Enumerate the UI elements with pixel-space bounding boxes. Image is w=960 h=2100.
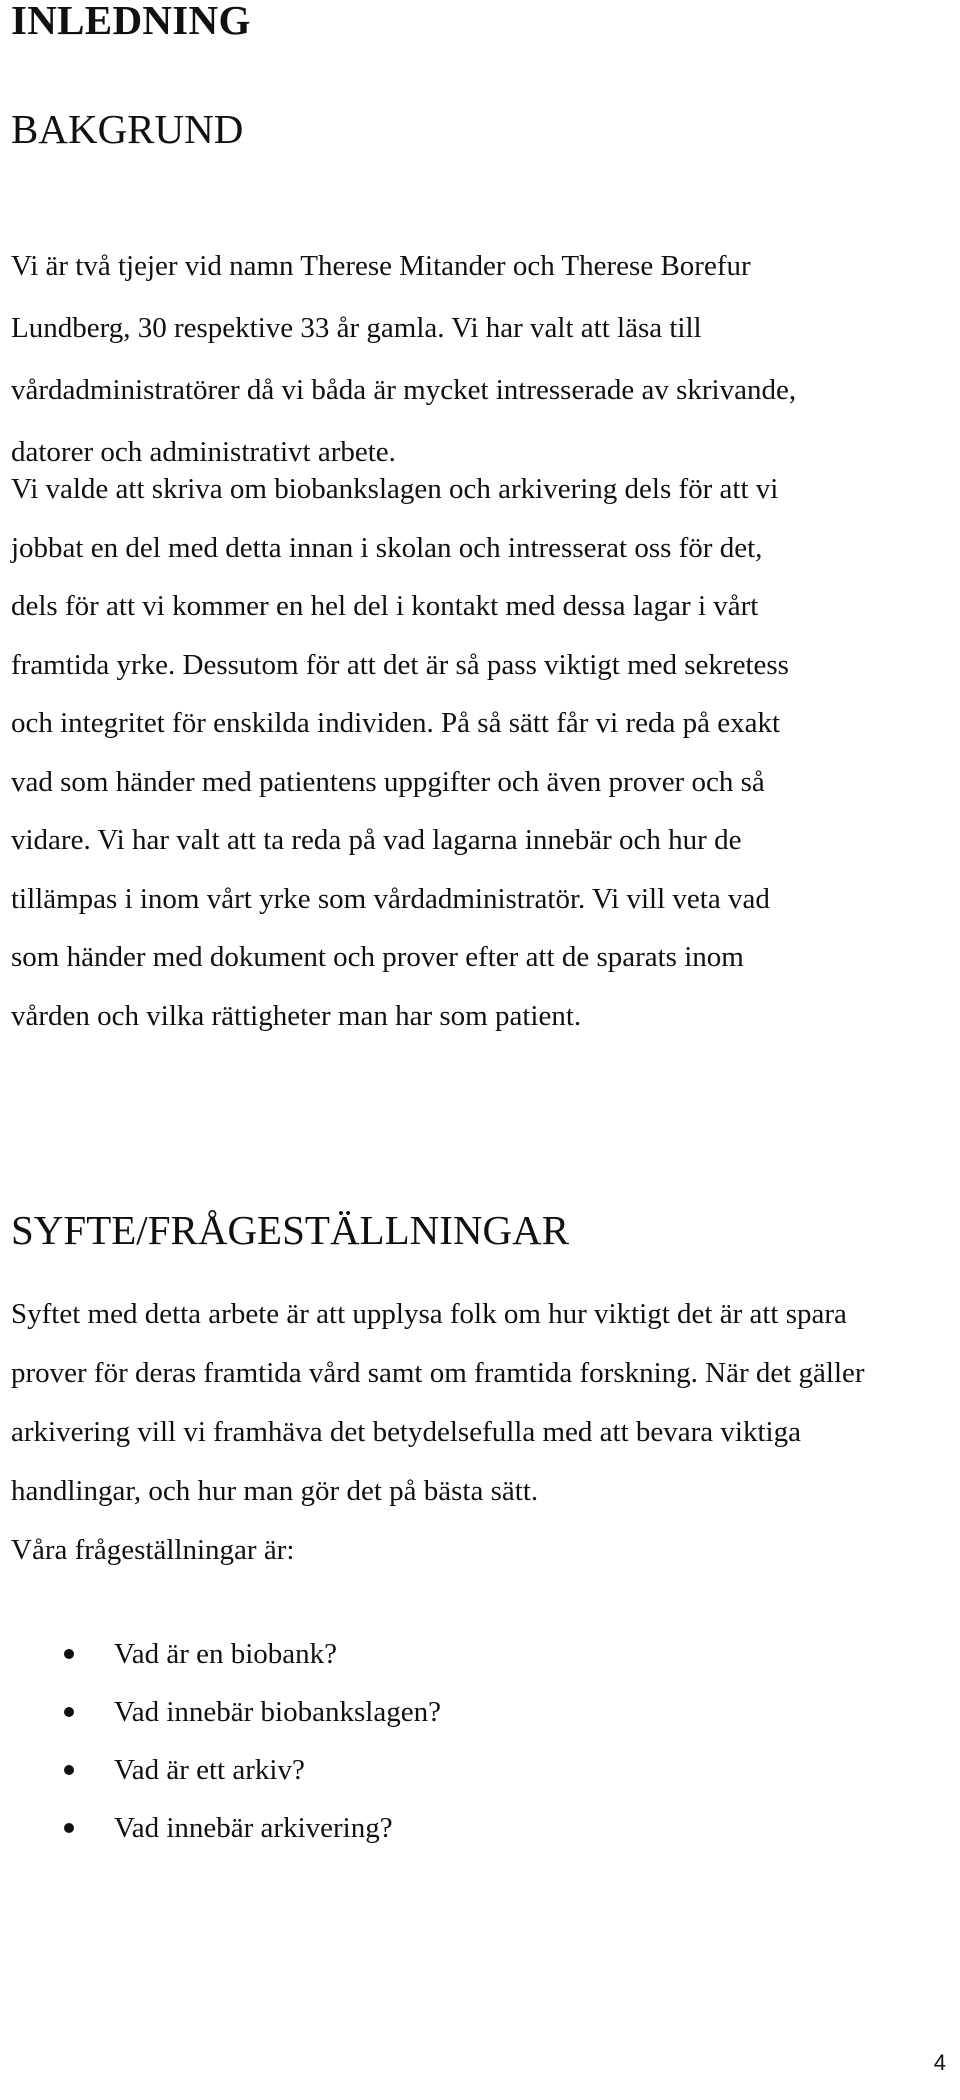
bullet-icon	[64, 1649, 74, 1659]
text-line: jobbat en del med detta innan i skolan och intresserat oss för det,	[11, 531, 763, 564]
questions-list	[11, 1625, 441, 1857]
list-item	[11, 1625, 441, 1683]
text-line: datorer och administrativt arbete.	[11, 436, 396, 468]
text-line: framtida yrke. Dessutom för att det är så pass viktigt med sekretess	[11, 648, 789, 681]
paragraph-bakgrund-2	[11, 460, 941, 1045]
bullet-icon	[64, 1765, 74, 1775]
text-line: vårdadministratörer då vi båda är mycket intresserade av skrivande,	[11, 374, 797, 406]
text-line: tillämpas i inom vårt yrke som vårdadministratör. Vi vill veta vad	[11, 882, 770, 915]
paragraph-syfte	[11, 1285, 941, 1521]
chapter-heading: INLEDNING	[11, 0, 251, 43]
text-line: Våra frågeställningar är:	[11, 1534, 295, 1566]
list-item	[11, 1799, 441, 1857]
list-item-text: Vad innebär biobankslagen?	[114, 1696, 441, 1728]
paragraph-bakgrund-1	[11, 235, 941, 483]
text-line: Lundberg, 30 respektive 33 år gamla. Vi har valt att läsa till	[11, 312, 702, 344]
list-item-text: Vad är ett arkiv?	[114, 1754, 305, 1786]
list-item-text: Vad är en biobank?	[114, 1638, 338, 1670]
text-line: dels för att vi kommer en hel del i kontakt med dessa lagar i vårt	[11, 590, 759, 622]
text-line: Vi valde att skriva om biobankslagen och arkivering dels för att vi	[11, 473, 779, 505]
list-item	[11, 1683, 441, 1741]
text-line: vidare. Vi har valt att ta reda på vad lagarna innebär och hur de	[11, 824, 742, 856]
bullet-icon	[64, 1707, 74, 1717]
list-item-text: Vad innebär arkivering?	[114, 1812, 393, 1844]
list-item	[11, 1741, 441, 1799]
text-line: handlingar, och hur man gör det på bästa sätt.	[11, 1475, 539, 1507]
section-heading-bakgrund: BAKGRUND	[11, 106, 244, 152]
text-line: vården och vilka rättigheter man har som patient.	[11, 999, 582, 1032]
text-line: och integritet för enskilda individen. På så sätt får vi reda på exakt	[11, 707, 781, 739]
text-line: Vi är två tjejer vid namn Therese Mitander och Therese Borefur	[11, 250, 751, 282]
bullet-icon	[64, 1823, 74, 1833]
page-number: 4	[933, 2050, 946, 2075]
text-line: vad som händer med patientens uppgifter och även prover och så	[11, 765, 765, 798]
text-line: Syftet med detta arbete är att upplysa folk om hur viktigt det är att spara	[11, 1298, 847, 1330]
text-line: arkivering vill vi framhäva det betydelsefulla med att bevara viktiga	[11, 1416, 801, 1448]
text-line: prover för deras framtida vård samt om framtida forskning. När det gäller	[11, 1357, 865, 1389]
questions-intro	[11, 1521, 941, 1566]
text-line: som händer med dokument och prover efter att de sparats inom	[11, 941, 744, 973]
section-heading-syfte: SYFTE/FRÅGESTÄLLNINGAR	[11, 1207, 570, 1253]
